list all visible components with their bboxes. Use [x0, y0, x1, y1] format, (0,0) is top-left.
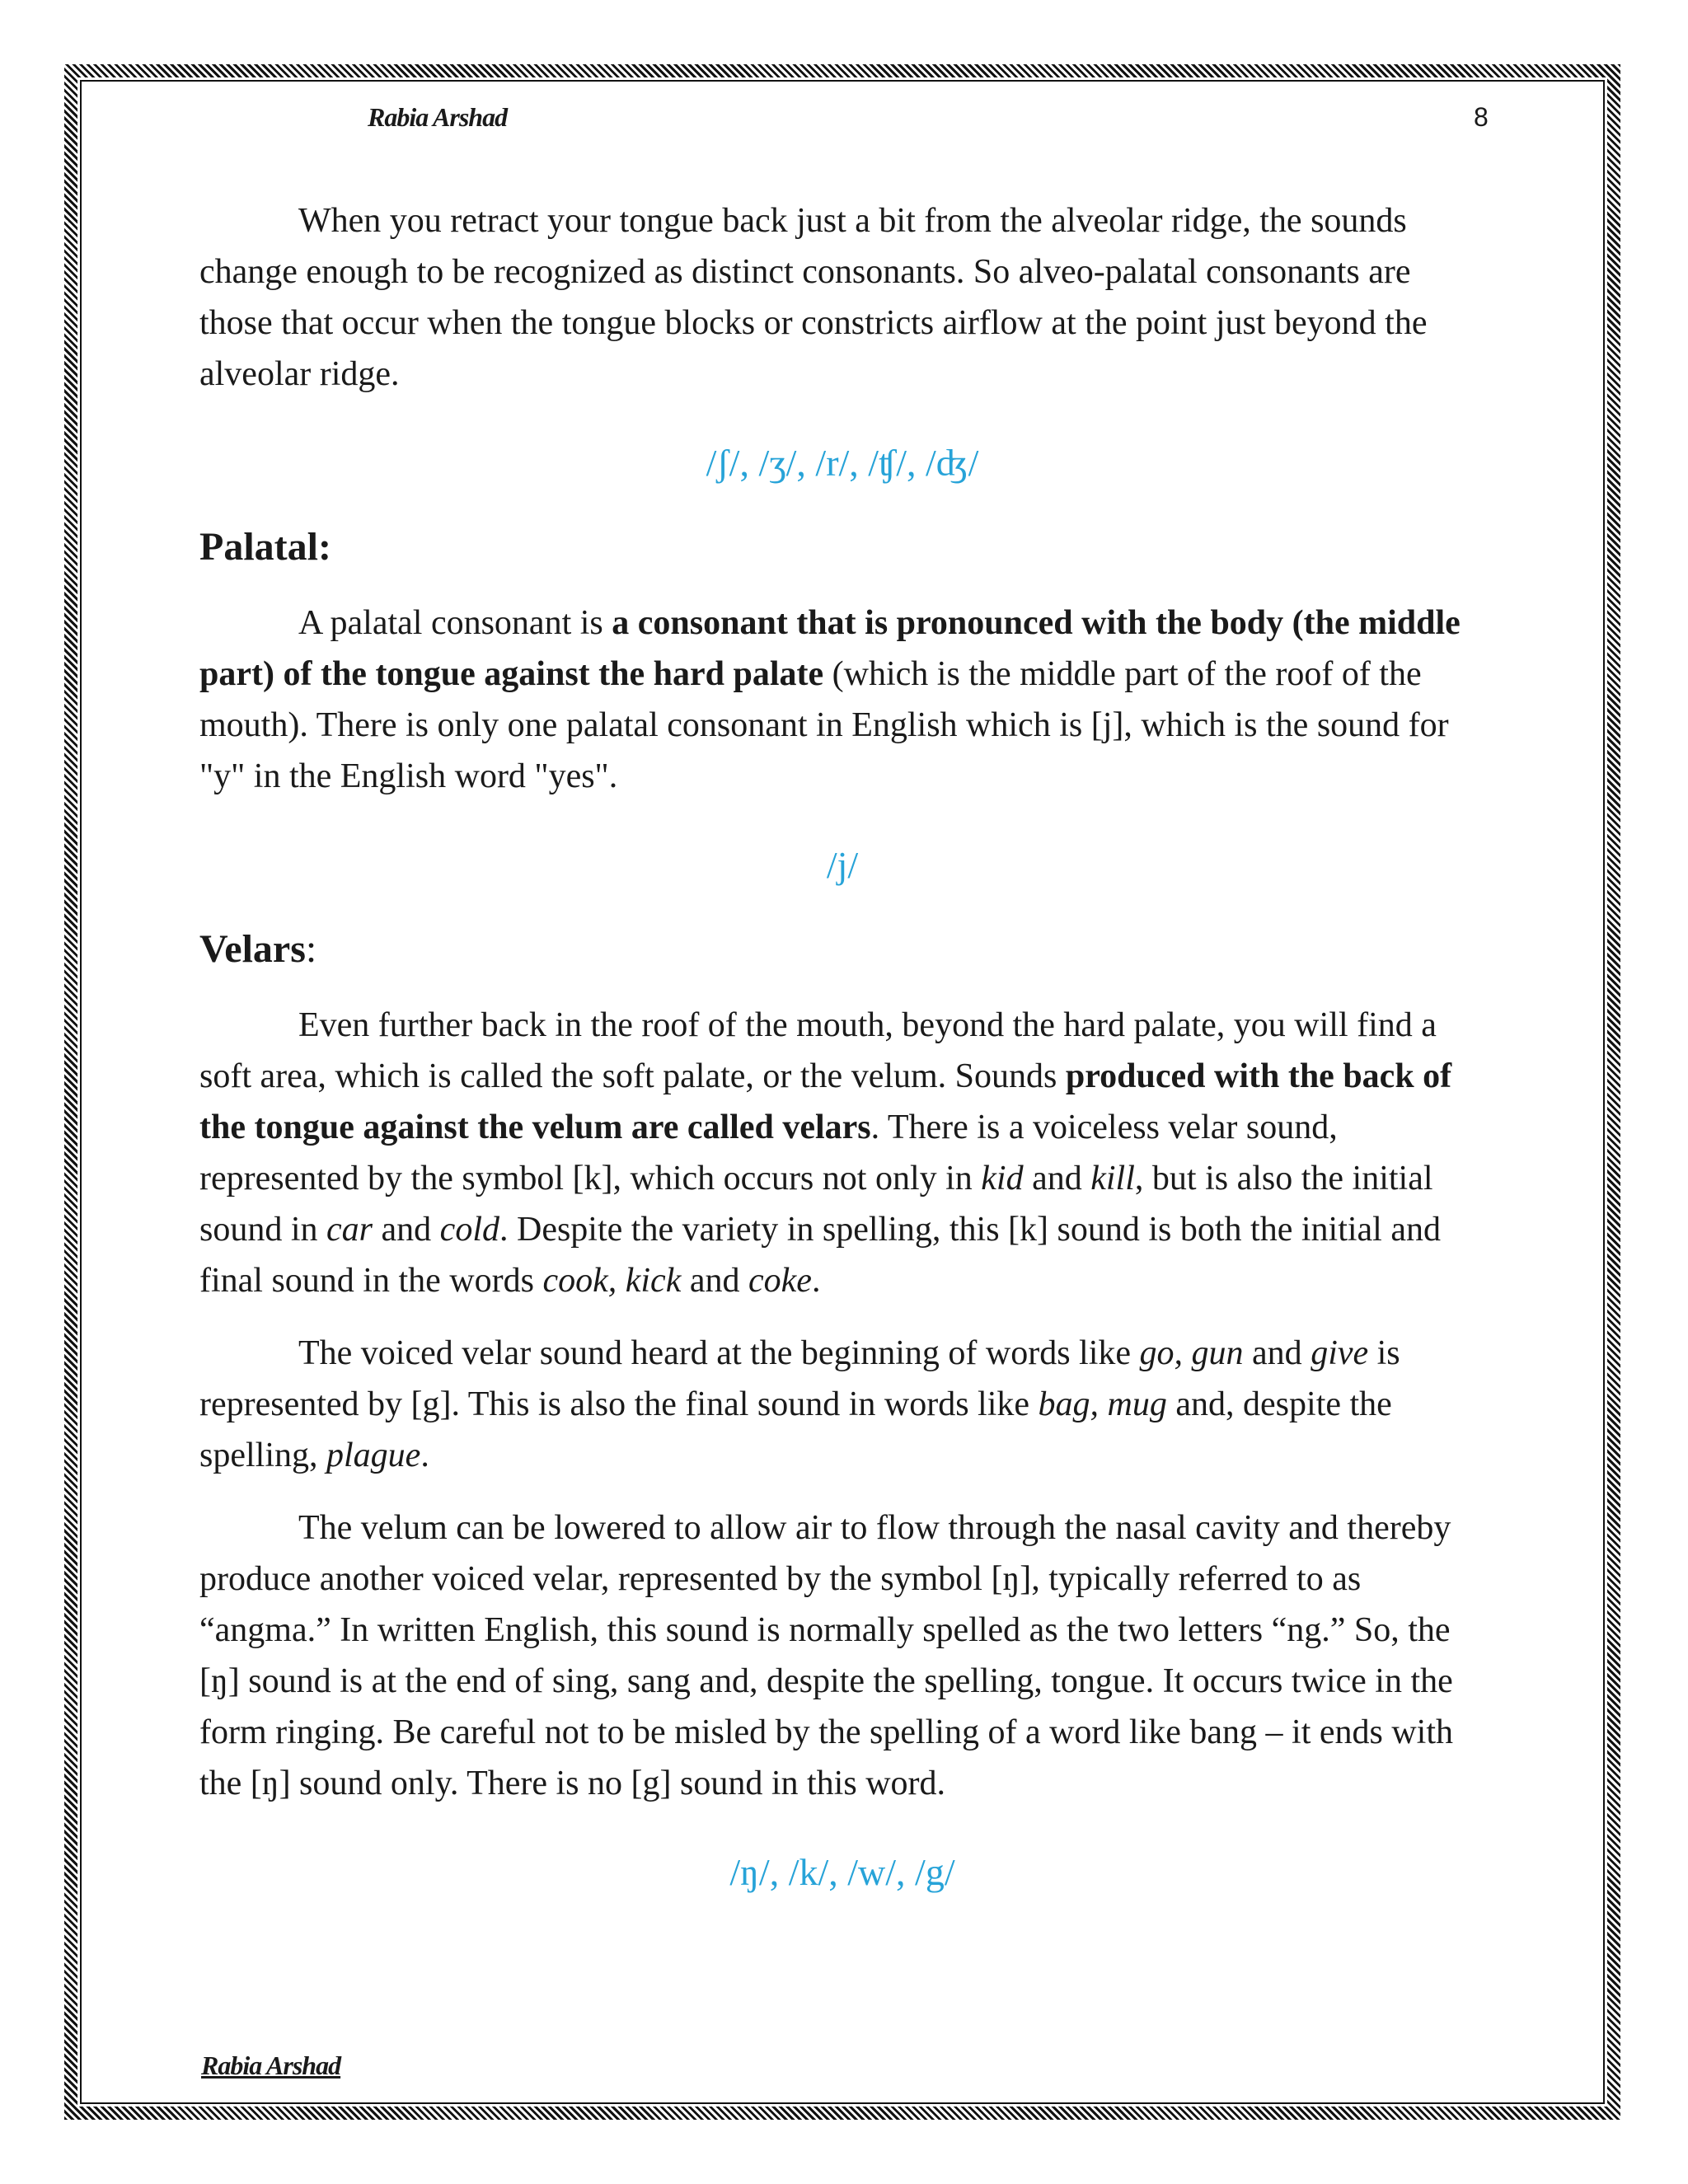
- example-word: cook, kick: [542, 1262, 682, 1300]
- bold-definition: produced with the back of the tongue against the velum are called velars: [199, 1057, 1452, 1146]
- example-word: cold: [439, 1211, 499, 1249]
- text-run: and, despite the spelling,: [199, 1385, 1392, 1474]
- text-run: . Despite the variety in spelling, this [k] sound is both the initial and final sound in the words: [199, 1211, 1441, 1300]
- text-run: and: [373, 1211, 440, 1249]
- text-run: The voiced velar sound heard at the beginning of words like: [298, 1334, 1140, 1372]
- text-run: . There is a voiceless velar sound, represented by the symbol [k], which occurs not only in: [199, 1108, 1338, 1197]
- velars-heading: [199, 924, 1485, 975]
- text-run: .: [420, 1436, 429, 1474]
- velars-symbols: /ŋ/, /k/, /w/, /g/: [729, 1851, 955, 1893]
- bold-definition: a consonant that is pronounced with the body (the middle part) of the tongue against the hard palate: [199, 604, 1461, 693]
- palatal-symbols: /j/: [826, 844, 859, 886]
- palatal-paragraph: [199, 598, 1485, 802]
- example-word: kill: [1090, 1160, 1135, 1197]
- header-author: Rabia Arshad: [368, 102, 508, 132]
- velars-heading-text: Velars: [199, 927, 306, 971]
- footer-author: Rabia Arshad: [201, 2050, 341, 2080]
- text-run: is represented by [g]. This is also the final sound in words like: [199, 1334, 1400, 1423]
- text-run: and: [1243, 1334, 1311, 1372]
- velars-paragraph-1: [199, 1000, 1485, 1306]
- text-run: Even further back in the roof of the mouth, beyond the hard palate, you will find a soft area, which is called the soft palate, or the velum. Sounds: [199, 1006, 1437, 1095]
- text-run: and: [681, 1262, 748, 1300]
- example-word: give: [1311, 1334, 1369, 1372]
- text-run: , but is also the initial sound in: [199, 1160, 1433, 1249]
- example-word: bag, mug: [1038, 1385, 1167, 1423]
- example-word: coke: [748, 1262, 812, 1300]
- alveo-palatal-symbols: /ʃ/, /ʒ/, /r/, /ʧ/, /ʤ/: [706, 442, 979, 484]
- example-word: plague: [326, 1436, 421, 1474]
- example-word: car: [326, 1211, 373, 1249]
- example-word: kid: [981, 1160, 1024, 1197]
- text-run: and: [1023, 1160, 1091, 1197]
- text-run: .: [811, 1262, 821, 1300]
- text-run: A palatal consonant is: [298, 604, 612, 642]
- velars-paragraph-2: [199, 1328, 1485, 1481]
- text-run: (which is the middle part of the roof of the mouth). There is only one palatal consonant in English which is [j], which is the sound for "y" in the English word "yes".: [199, 655, 1449, 795]
- example-word: go, gun: [1139, 1334, 1244, 1372]
- page-number: 8: [1474, 102, 1489, 132]
- palatal-heading: Palatal:: [199, 525, 331, 569]
- velars-heading-colon: :: [305, 927, 317, 971]
- velars-paragraph-3: The velum can be lowered to allow air to flow through the nasal cavity and thereby produce another voiced velar, represented by the symbol [ŋ], typically referred to as “angma.” In written English, this sound is normally spelled as the two letters “ng.” So, the [ŋ] sound is at the end of sing, sang and, despite the spelling, tongue. It occurs twice in the form ringing. Be careful not to be misled by the spelling of a word like bang – it ends with the [ŋ] sound only. There is no [g] sound in this word.: [199, 1509, 1454, 1802]
- page-content: [199, 195, 1485, 1931]
- alveo-palatal-paragraph: When you retract your tongue back just a bit from the alveolar ridge, the sounds change enough to be recognized as distinct consonants. So alveo-palatal consonants are those that occur when the tongue blocks or constricts airflow at the point just beyond the alveolar ridge.: [199, 202, 1428, 393]
